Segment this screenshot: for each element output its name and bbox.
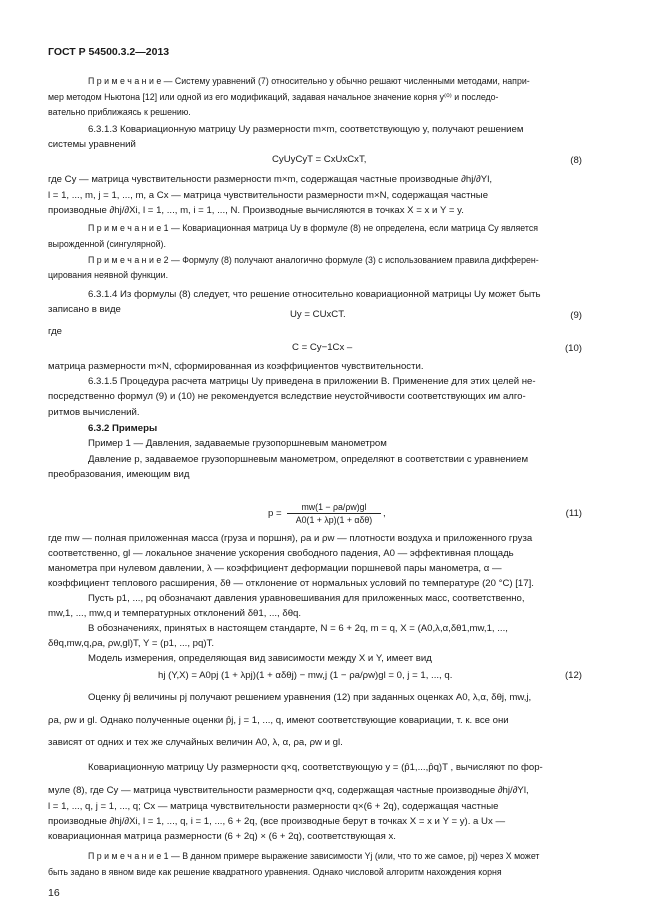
- paragraph-estimate-line-2: ρa, ρw и gl. Однако полученные оценки p̂j, j = 1, ..., q, имеют соответствующие ковариации, т. к. все они: [48, 715, 509, 726]
- paragraph-pressure-line-2: преобразования, имеющим вид: [48, 469, 190, 480]
- paragraph-model-line: Модель измерения, определяющая вид зависимости между X и Y, имеет вид: [88, 653, 432, 664]
- page-number: 16: [48, 887, 60, 899]
- equation-9: Uy = CUxCT.: [290, 309, 346, 320]
- paragraph-notation-line-1: В обозначениях, принятых в настоящем стандарте, N = 6 + 2q, m = q, X = (A0,λ,α,δθ1,mw,1, ...,: [88, 623, 508, 634]
- paragraph-6-3-1-3-line-2: системы уравнений: [48, 139, 136, 150]
- paragraph-estimate-line-1: Оценку p̂j величины pj получают решением уравнения (12) при заданных оценках A0, λ,α, δθj, mw,j,: [88, 692, 532, 703]
- paragraph-mw-line-4: коэффициент теплового расширения, δθ — отклонение от нормальных условий по температуре (20 °С) [17].: [48, 578, 534, 589]
- equation-12-number: (12): [564, 670, 582, 681]
- paragraph-mw-line-1: где mw — полная приложенная масса (груза и поршня), ρa и ρw — плотности воздуха и приложенного груза: [48, 533, 533, 544]
- equation-8: CyUyCyT = CxUxCxT,: [272, 154, 367, 165]
- equation-11-fraction: [287, 502, 381, 525]
- paragraph-6-3-1-4-line-2: записано в виде: [48, 304, 121, 315]
- note-newton-line-1: П р и м е ч а н и е — Систему уравнений (7) относительно y обычно решают численными методами, напри-: [88, 76, 530, 86]
- document-header: ГОСТ Р 54500.3.2—2013: [48, 46, 170, 58]
- section-heading-6-3-2: 6.3.2 Примеры: [88, 423, 158, 434]
- equation-10-number: (10): [564, 343, 582, 354]
- equation-11-number: (11): [565, 508, 582, 519]
- note-1-line-1: П р и м е ч а н и е 1 — Ковариационная матрица Uy в формуле (8) не определена, если матрица Cy является: [88, 223, 538, 233]
- paragraph-6-3-1-5-line-3: ритмов вычислений.: [48, 407, 140, 418]
- equation-12: hj (Y,X) = A0pj (1 + λpj)(1 + αδθj) − mw,j (1 − ρa/ρw)gl = 0, j = 1, ..., q.: [158, 670, 453, 681]
- equation-8-number: (8): [570, 155, 582, 166]
- note-2-line-1: П р и м е ч а н и е 2 — Формулу (8) получают аналогично формуле (3) с использованием правила дифферен-: [88, 255, 539, 265]
- paragraph-covariance-line-2: муле (8), где Cy — матрица чувствительности размерности q×q, содержащая частные производные ∂hj/∂Yl,: [48, 785, 529, 796]
- paragraph-where-cy-line-3: производные ∂hj/∂Xi, l = 1, ..., m, i = 1, ..., N. Производные вычисляются в точках X = x и Y = y.: [48, 205, 464, 216]
- paragraph-6-3-1-5-line-1: 6.3.1.5 Процедура расчета матрицы Uy приведена в приложении В. Применение для этих целей не-: [88, 376, 536, 387]
- paragraph-covariance-line-4: производные ∂hj/∂Xi, l = 1, ..., q, i = 1, ..., 6 + 2q, (все производные берут в точках X = x и Y = y). а Ux —: [48, 816, 506, 827]
- equation-11-denominator: A0(1 + λp)(1 + αδθ): [295, 515, 373, 525]
- note-2-line-2: цирования неявной функции.: [48, 270, 169, 280]
- paragraph-covariance-line-3: l = 1, ..., q, j = 1, ..., q; Cx — матрица чувствительности размерности q×(6 + 2q), содержащая частные: [48, 801, 499, 812]
- word-where: где: [48, 326, 63, 337]
- equation-11-tail: ,: [383, 508, 386, 519]
- paragraph-matrix-line: матрица размерности m×N, сформированная из коэффициентов чувствительности.: [48, 361, 424, 372]
- paragraph-mw-line-2: соответственно, gl — локальное значение ускорения свободного падения, A0 — эффективная площадь: [48, 548, 514, 559]
- paragraph-mw-line-3: манометра при нулевом давлении, λ — коэффициент деформации поршневой пары манометра, α —: [48, 563, 502, 574]
- equation-11-numerator: mw(1 − ρa/ρw)gl: [287, 502, 381, 514]
- paragraph-notation-line-2: δθq,mw,q,ρa, ρw,gl)T, Y = (p1, ..., pq)T.: [48, 638, 215, 649]
- paragraph-covariance-line-1: Ковариационную матрицу Uy размерности q×q, соответствующую y = (p̂1,...,p̂q)T , вычисляют по фор-: [88, 762, 543, 773]
- paragraph-pressure-line-1: Давление p, задаваемое грузопоршневым манометром, определяют в соответствии с уравнением: [88, 454, 529, 465]
- paragraph-where-cy-line-1: где Cy — матрица чувствительности размерности m×m, содержащая частные производные ∂hj/∂Yl,: [48, 174, 492, 185]
- paragraph-covariance-line-5: ковариационная матрица размерности (6 + 2q) × (6 + 2q), соответствующая x.: [48, 831, 396, 842]
- example-1-title: Пример 1 — Давления, задаваемые грузопоршневым манометром: [88, 438, 387, 449]
- paragraph-6-3-1-5-line-2: посредственно формул (9) и (10) не рекомендуется вследствие неустойчивости соответствующих им алго-: [48, 391, 526, 402]
- note-1-line-2: вырожденной (сингулярной).: [48, 239, 166, 249]
- paragraph-6-3-1-3-line-1: 6.3.1.3 Ковариационную матрицу Uy размерности m×m, соответствующую y, получают решением: [88, 124, 524, 135]
- paragraph-let-line-2: mw,1, ..., mw,q и температурных отклонений δθ1, ..., δθq.: [48, 608, 302, 619]
- equation-10: C = Cy−1Cx –: [292, 342, 353, 353]
- paragraph-let-line-1: Пусть p1, ..., pq обозначают давления уравновешивания для приложенных масс, соответственно,: [88, 593, 525, 604]
- note-newton-line-2: мер методом Ньютона [12] или одной из его модификаций, задавая начальное значение корня y⁽⁰⁾ и последо-: [48, 92, 499, 102]
- note-example-line-2: быть задано в явном виде как решение квадратного уравнения. Однако числовой алгоритм нахождения корня: [48, 867, 502, 877]
- paragraph-estimate-line-3: зависят от одних и тех же случайных величин A0, λ, α, ρa, ρw и gl.: [48, 737, 343, 748]
- note-newton-line-3: вательно приближаясь к решению.: [48, 107, 191, 117]
- equation-9-number: (9): [570, 310, 582, 321]
- equation-11-lhs: p =: [268, 508, 282, 519]
- paragraph-6-3-1-4-line-1: 6.3.1.4 Из формулы (8) следует, что решение относительно ковариационной матрицы Uy может быть: [88, 289, 541, 300]
- note-example-line-1: П р и м е ч а н и е 1 — В данном примере выражение зависимости Yj (или, что то же самое, pj) через X может: [88, 851, 540, 861]
- paragraph-where-cy-line-2: l = 1, ..., m, j = 1, ..., m, а Cx — матрица чувствительности размерности m×N, содержащая частные: [48, 190, 489, 201]
